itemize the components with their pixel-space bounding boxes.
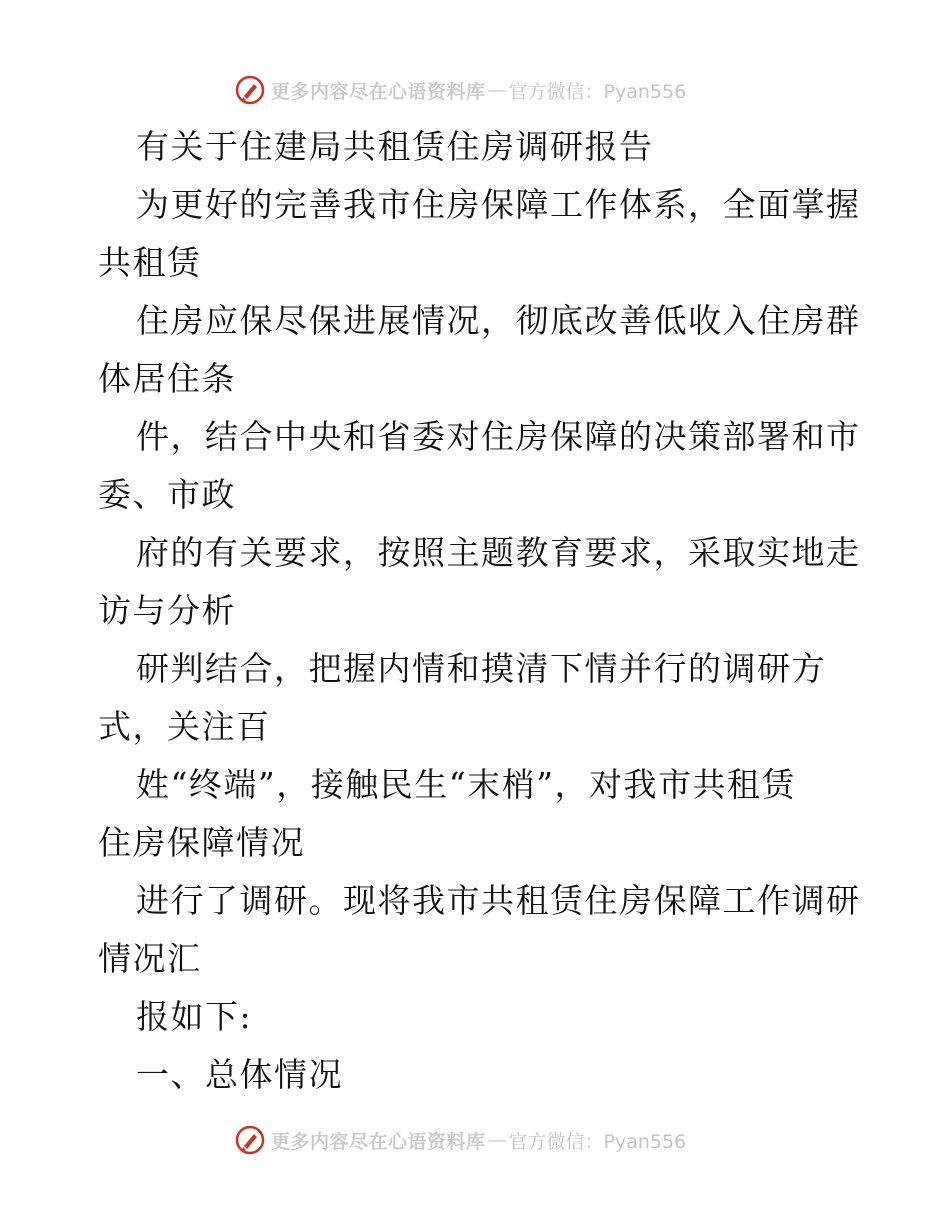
watermark-text: 更多内容尽在心语资料库	[271, 1130, 486, 1153]
paragraph-line: 委、市政	[98, 475, 236, 514]
paragraph-line: 府的有关要求，按照主题教育要求，采取实地走	[136, 533, 861, 572]
paragraph-line: 共租赁	[98, 243, 202, 282]
watermark-dash: —	[487, 1129, 507, 1151]
paragraph-line: 件，结合中央和省委对住房保障的决策部署和市	[136, 417, 861, 456]
watermark-dash: —	[487, 79, 507, 101]
header-watermark	[235, 73, 686, 107]
footer-watermark	[235, 1123, 686, 1157]
watermark-contact: 官方微信：Pyan556	[508, 80, 687, 103]
paragraph-line: 体居住条	[98, 359, 236, 398]
paragraph-line: 住房保障情况	[98, 823, 305, 862]
watermark-contact: 官方微信：Pyan556	[508, 1130, 687, 1153]
pen-logo-icon	[235, 1125, 265, 1155]
watermark-text: 更多内容尽在心语资料库	[271, 80, 486, 103]
paragraph-line: 进行了调研。现将我市共租赁住房保障工作调研	[136, 881, 861, 920]
paragraph-line: 姓“终端”，接触民生“末梢”，对我市共租赁	[136, 765, 796, 804]
section-heading: 一、总体情况	[136, 1055, 343, 1094]
paragraph-line: 情况汇	[98, 939, 202, 978]
document-body	[98, 118, 861, 1104]
paragraph-line: 报如下:	[136, 997, 253, 1036]
paragraph-line: 访与分析	[98, 591, 236, 630]
paragraph-line: 式，关注百	[98, 707, 271, 746]
pen-logo-icon	[235, 75, 265, 105]
paragraph-line: 研判结合，把握内情和摸清下情并行的调研方	[136, 649, 826, 688]
document-title: 有关于住建局共租赁住房调研报告	[136, 127, 654, 166]
paragraph-line: 为更好的完善我市住房保障工作体系，全面掌握	[136, 185, 861, 224]
paragraph-line: 住房应保尽保进展情况，彻底改善低收入住房群	[136, 301, 861, 340]
